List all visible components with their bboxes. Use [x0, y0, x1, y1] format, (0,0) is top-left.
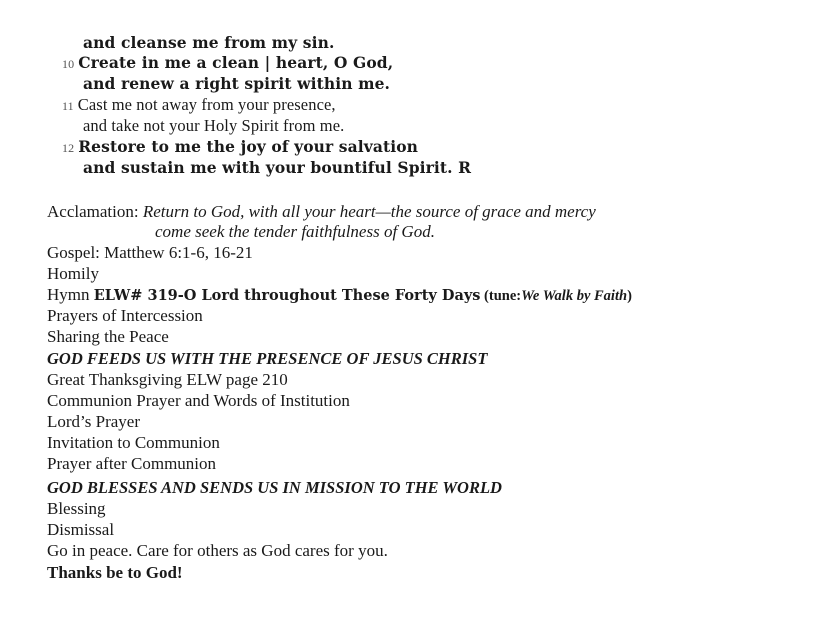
- great-thanksgiving: Great Thanksgiving ELW page 210: [47, 370, 288, 389]
- verse-number: 10: [62, 57, 75, 71]
- psalm-verse-10-line-1: [62, 52, 393, 75]
- psalm-text: Cast me not away from your presence,: [77, 95, 336, 114]
- psalm-verse-11-line-1: [62, 94, 336, 117]
- sharing-the-peace: Sharing the Peace: [47, 327, 169, 346]
- section-heading-meal: GOD FEEDS US WITH THE PRESENCE OF JESUS CHRIST: [47, 349, 488, 368]
- acclamation-line-2: [155, 221, 435, 242]
- psalm-text: and sustain me with your bountiful Spirit. R: [83, 158, 472, 177]
- acclamation-label: Acclamation:: [47, 202, 143, 221]
- communion-prayer: Communion Prayer and Words of Institution: [47, 391, 350, 410]
- congregation-response: Thanks be to God!: [47, 563, 183, 582]
- hymn-title: ELW# 319-O Lord throughout These Forty Days: [93, 287, 481, 304]
- psalm-text: and renew a right spirit within me.: [83, 74, 391, 93]
- verse-number: 12: [62, 141, 75, 155]
- dismissal: Dismissal: [47, 520, 115, 539]
- psalm-verse-12-line-1: [62, 136, 418, 159]
- psalm-text: Create in me a clean | heart, O God,: [78, 53, 394, 72]
- verse-number: 11: [62, 99, 74, 113]
- psalm-text: and cleanse me from my sin.: [83, 33, 335, 52]
- dismissal-text: Go in peace. Care for others as God cares for you.: [47, 541, 388, 560]
- hymn-tune-name: We Walk by Faith: [521, 288, 628, 304]
- psalm-verse-11-line-2: [83, 115, 344, 136]
- hymn-line: [47, 284, 632, 307]
- psalm-text: Restore to me the joy of your salvation: [78, 137, 419, 156]
- acclamation-text-2: come seek the tender faithfulness of God.: [155, 222, 435, 241]
- lords-prayer: Lord’s Prayer: [47, 412, 141, 431]
- hymn-tune-close: ): [627, 288, 632, 304]
- psalm-verse-12-line-2: [83, 157, 471, 178]
- acclamation: [47, 201, 596, 222]
- prayer-after-communion: Prayer after Communion: [47, 454, 217, 473]
- invitation-to-communion: Invitation to Communion: [47, 433, 220, 452]
- section-heading-sending: GOD BLESSES AND SENDS US IN MISSION TO THE WORLD: [47, 478, 502, 497]
- psalm-line-continuation: [83, 32, 334, 53]
- psalm-verse-10-line-2: [83, 73, 390, 94]
- blessing: Blessing: [47, 499, 106, 518]
- hymn-prefix: Hymn: [47, 285, 94, 304]
- prayers-of-intercession: Prayers of Intercession: [47, 306, 203, 325]
- acclamation-text-1: Return to God, with all your heart—the source of grace and mercy: [142, 202, 596, 221]
- gospel-reading: Gospel: Matthew 6:1-6, 16-21: [47, 243, 253, 262]
- psalm-text: and take not your Holy Spirit from me.: [83, 116, 345, 135]
- homily: Homily: [47, 264, 99, 283]
- hymn-tune-open: (tune:: [480, 288, 522, 304]
